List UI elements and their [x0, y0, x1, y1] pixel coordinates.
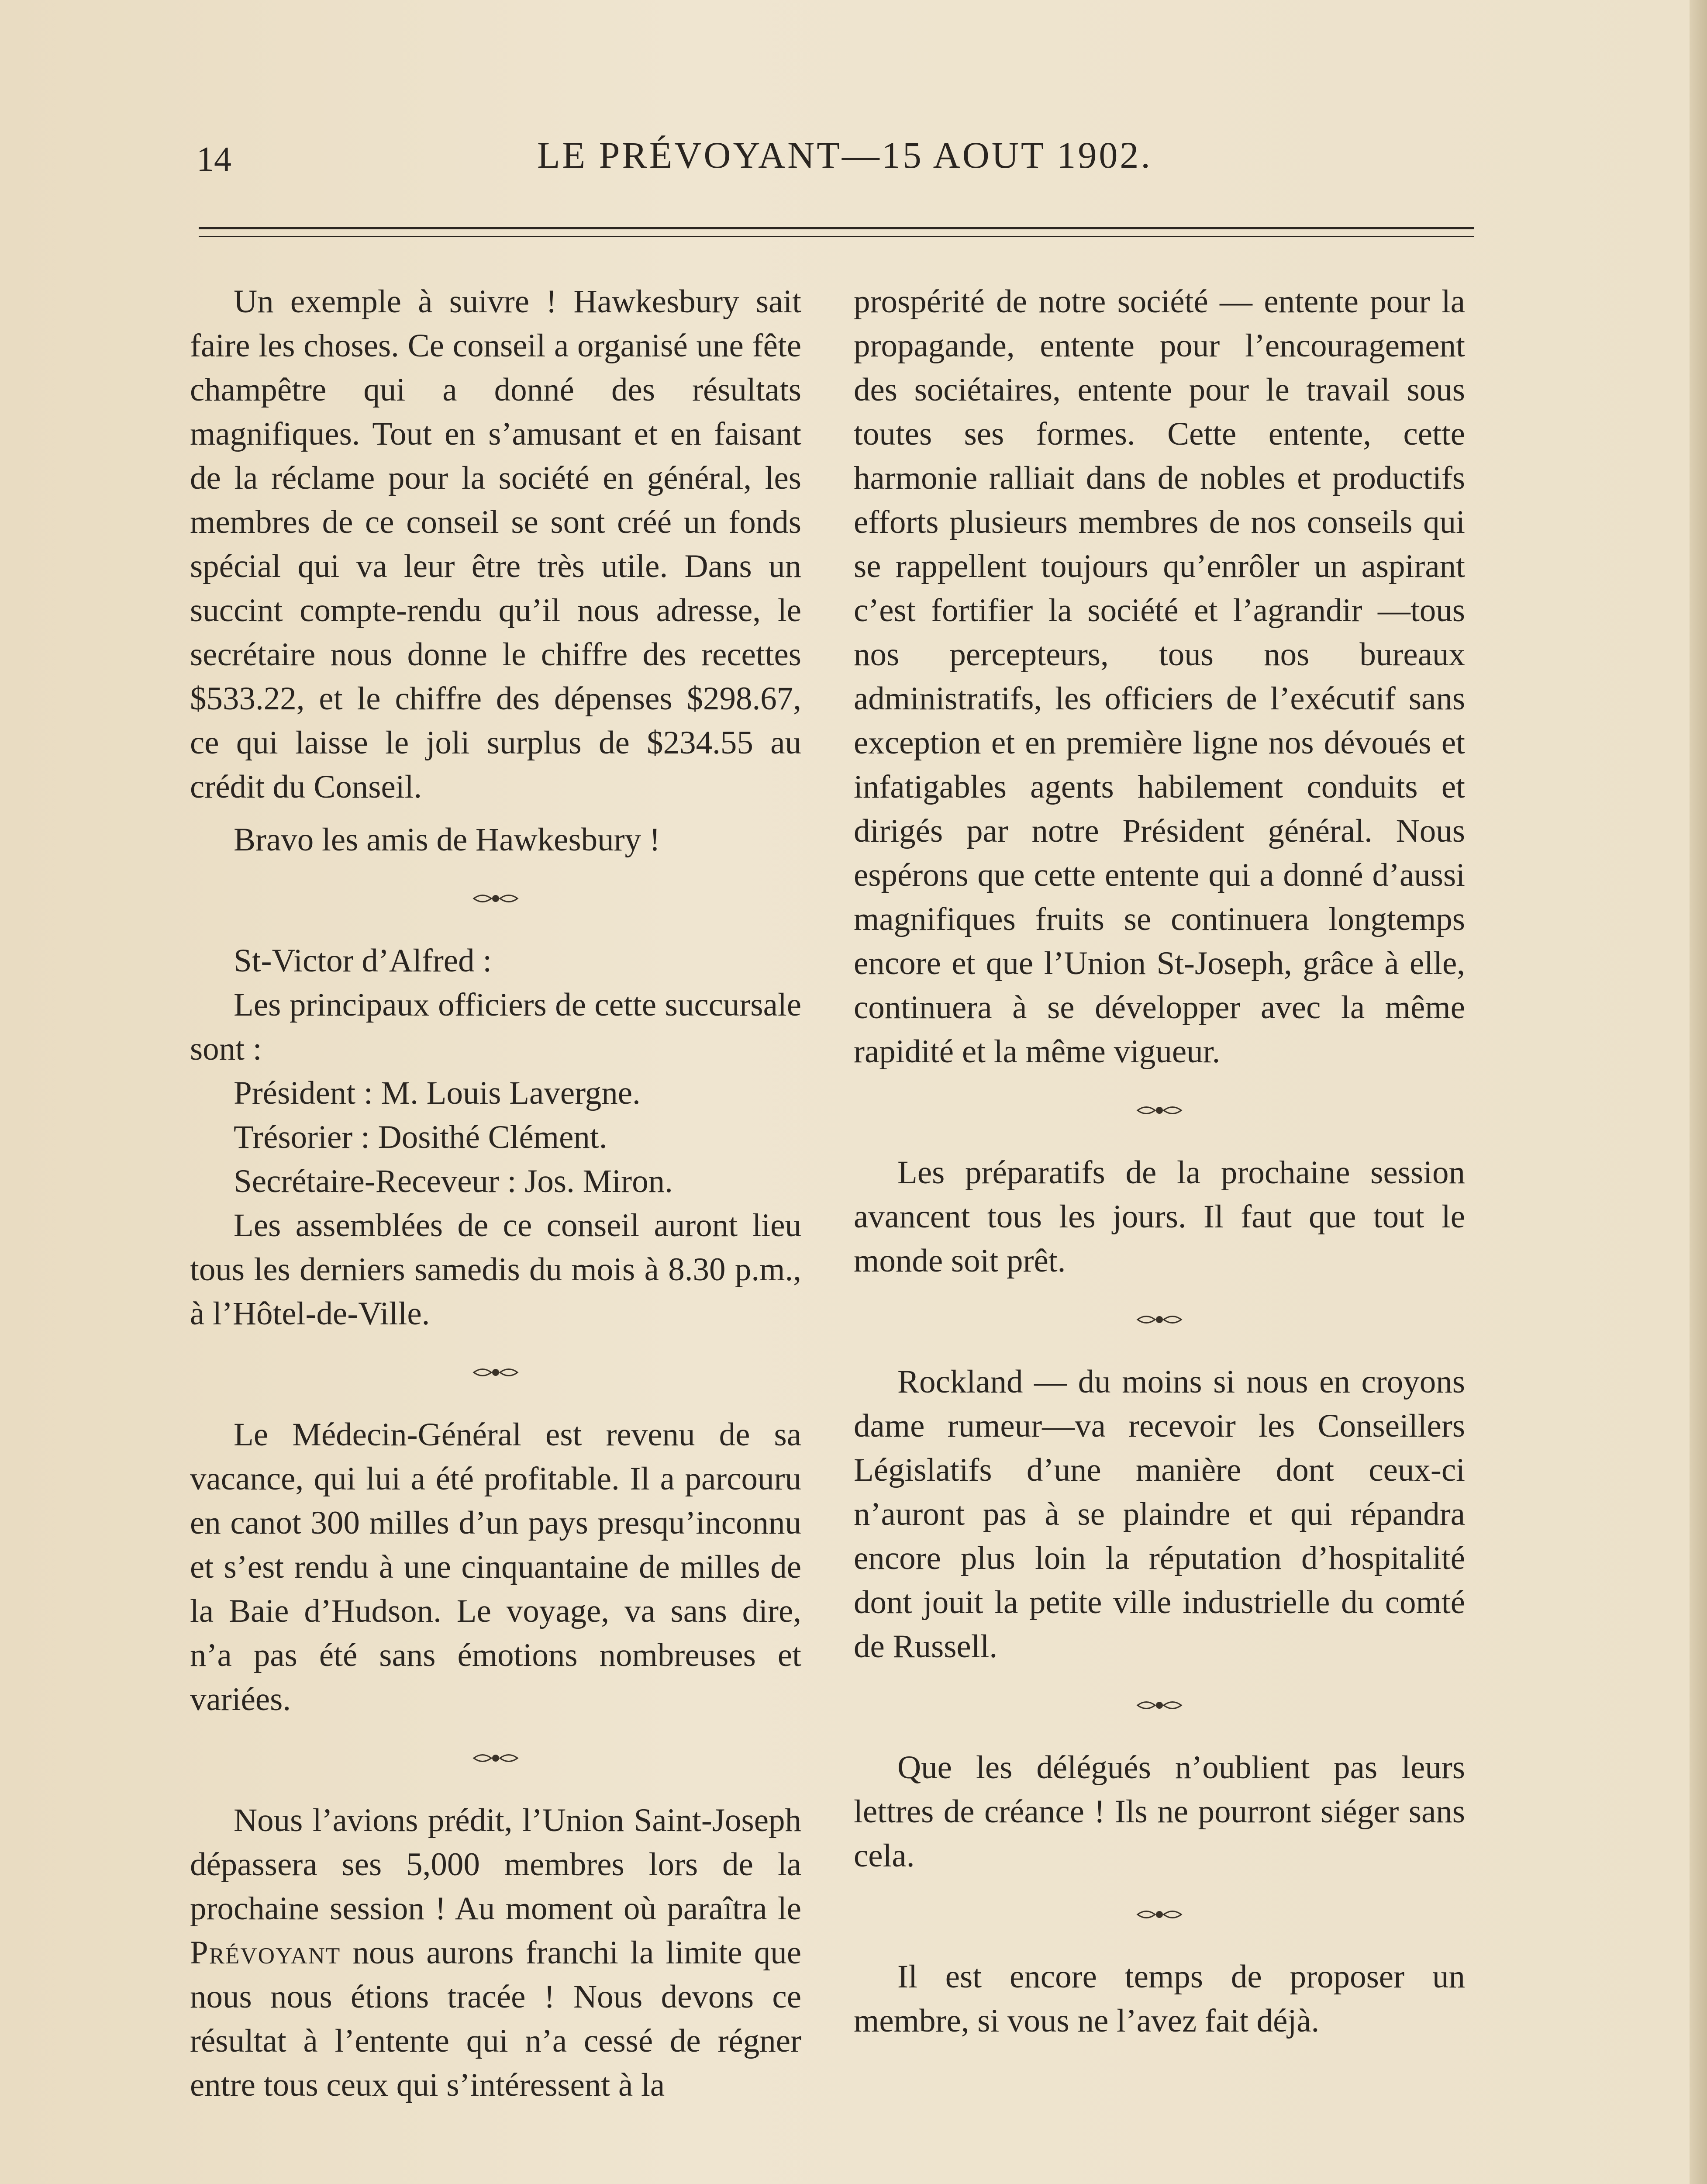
- predit-end: nous aurons franchi la limite que nous nous étions tracée ! Nous devons ce résultat à l’entente qui n’a cessé de régner entre tous ceux qui s’intéressent à la: [190, 1935, 801, 2103]
- article-temps: Il est encore temps de proposer un membre, si vous ne l’avez fait déjà.: [854, 1959, 1465, 2039]
- running-title: LE PRÉVOYANT—15 AOUT 1902.: [537, 134, 1152, 176]
- predit-start: Nous l’avions prédit, l’Union Saint-Joseph dépassera ses 5,000 membres lors de la prochaine session ! Au moment où paraîtra le: [190, 1802, 801, 1927]
- article-rockland: Rockland — du moins si nous en croyons dame rumeur—va recevoir les Conseillers Législatifs d’une manière dont ceux-ci n’auront pas à se plaindre et qui répandra encore plus loin la réputation d’hospitalité dont jouit la petite ville industrielle du comté de Russell.: [854, 1364, 1465, 1665]
- officer-president: Président : M. Louis Lavergne.: [234, 1075, 641, 1111]
- article-predit: [190, 1798, 801, 2107]
- assemblees-note: Les assemblées de ce conseil auront lieu tous les derniers samedis du mois à 8.30 p.m., à l’Hôtel-de-Ville.: [190, 1207, 801, 1332]
- article-hawkesbury: Un exemple à suivre ! Hawkesbury sait faire les choses. Ce conseil a organisé une fête champêtre qui a donné des résultats magnifiques. Tout en s’amusant et en faisant de la réclame pour la société en général, les membres de ce conseil se sont créé un fonds spécial qui va leur être très utile. Dans un succint compte-rendu qu’il nous adresse, le secrétaire nous donne le chiffre des recettes $533.22, et le chiffre des dépenses $298.67, ce qui laisse le joli surplus de $234.55 au crédit du Conseil.: [190, 283, 801, 805]
- page-edge: [1690, 0, 1707, 2184]
- st-victor-intro: Les principaux officiers de cette succursale sont :: [190, 987, 801, 1067]
- fleuron-icon: [190, 1729, 801, 1782]
- officer-secretaire: Secrétaire-Receveur : Jos. Miron.: [234, 1163, 673, 1199]
- article-prosperite: prospérité de notre société — entente pour la propagande, entente pour l’encouragement des sociétaires, entente pour le travail sous toutes ses formes. Cette entente, cette harmonie ralliait dans de nobles et productifs efforts plusieurs membres de nos conseils qui se rappellent toujours qu’enrôler un aspirant c’est fortifier la société et l’agrandir —tous nos percepteurs, tous nos bureaux administratifs, les officiers de l’exécutif sans exception et en première ligne nos dévoués et infatigables agents habilement conduits et dirigés par notre Président général. Nous espérons que cette entente qui a donné d’aussi magnifiques fruits se continuera longtemps encore et que l’Union St-Joseph, grâce à elle, continuera à se développer avec la même rapidité et la même vigueur.: [854, 283, 1465, 1070]
- left-column: [190, 280, 801, 2107]
- fleuron-icon: [854, 1082, 1465, 1134]
- predit-prevoyant: Prévoyant: [190, 1935, 341, 1971]
- officer-tresorier: Trésorier : Dosithé Clément.: [234, 1119, 607, 1155]
- article-medecin: Le Médecin-Général est revenu de sa vacance, qui lui a été profitable. Il a parcouru en canot 300 milles d’un pays presqu’inconnu et s’est rendu à une cinquantaine de milles de la Baie d’Hudson. Le voyage, va sans dire, n’a pas été sans émotions nombreuses et variées.: [190, 1417, 801, 1717]
- article-preparatifs: Les préparatifs de la prochaine session avancent tous les jours. Il faut que tout le monde soit prêt.: [854, 1154, 1465, 1279]
- st-victor-title: St-Victor d’Alfred :: [234, 943, 492, 979]
- header-rule-thin: [199, 236, 1474, 237]
- fleuron-icon: [190, 1344, 801, 1396]
- bravo-line: Bravo les amis de Hawkesbury !: [234, 822, 660, 858]
- article-delegues: Que les délégués n’oublient pas leurs lettres de créance ! Ils ne pourront siéger sans cela.: [854, 1749, 1465, 1874]
- fleuron-icon: [854, 1676, 1465, 1729]
- fleuron-icon: [854, 1886, 1465, 1938]
- page-number: 14: [197, 140, 231, 179]
- header-rule: [199, 227, 1474, 229]
- right-column: [854, 280, 1465, 2043]
- fleuron-icon: [854, 1291, 1465, 1343]
- fleuron-icon: [190, 870, 801, 922]
